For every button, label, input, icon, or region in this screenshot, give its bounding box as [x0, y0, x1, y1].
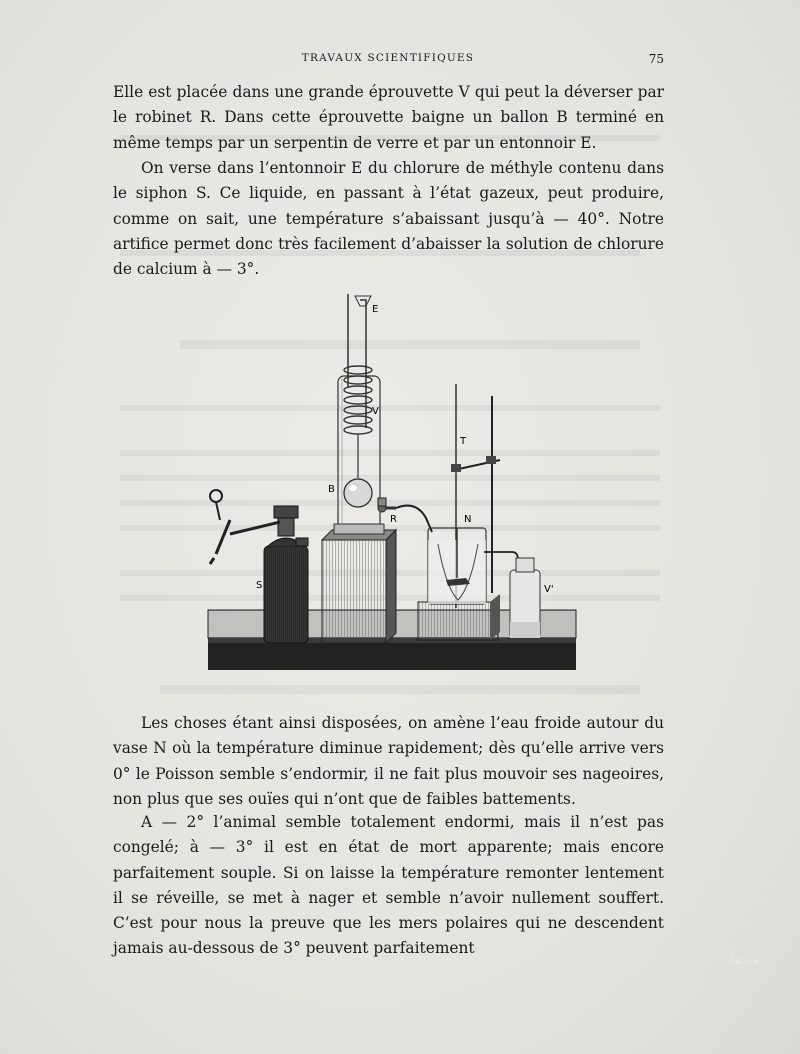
- label-s: S: [256, 580, 263, 591]
- paragraph-1: Elle est placée dans une grande éprouvette V qui peut la déverser par le robinet R. Dans cette éprouvette baigne un ballon B terminé en même temps par un serpentin de verre et par un entonnoir E.: [113, 83, 664, 152]
- label-t: T: [460, 436, 467, 447]
- page-header: [112, 50, 664, 70]
- label-e: E: [372, 304, 379, 315]
- page-number: 75: [648, 52, 664, 66]
- label-v-prime: V': [544, 584, 554, 595]
- eprouvette-v: [334, 376, 384, 534]
- wooden-block: [322, 530, 396, 643]
- engraver-signature: E. OBERLIN: [730, 952, 760, 966]
- label-n: N: [464, 514, 472, 525]
- paragraph-4: A — 2° l’animal semble totalement endormi, mais il n’est pas congelé; à — 3° il est en état de mort apparente; mais encore parfaitement souple. Si on laisse la température remonter lentement il se réveille, se met à nager et semble n’avoir nullement souffert. C’est pour nous la preuve que les mers polaires qui ne descendent jamais au-dessous de 3° peuvent parfaitement: [113, 813, 664, 958]
- running-title: TRAVAUX SCIENTIFIQUES: [301, 52, 475, 64]
- funnel-e: [348, 294, 371, 428]
- apparatus-engraving: [200, 288, 585, 676]
- label-r: R: [390, 514, 397, 525]
- paragraph-3: Les choses étant ainsi disposées, on amène l’eau froide autour du vase N où la température diminue rapidement; dès qu’elle arrive vers 0° le Poisson semble s’endormir, il ne fait plus mouvoir ses nageoires, non plus que ses ouïes qui n’ont que de faibles battements.: [113, 714, 664, 808]
- vase-n: [428, 528, 486, 604]
- paragraph-2: On verse dans l’entonnoir E du chlorure de méthyle contenu dans le siphon S. Ce liquide, en passant à l’état gazeux, peut produire, comme on sait, une température s’abaissant jusqu’à — 40°. Notre artifice permet donc très facilement d’abaisser la solution de chlorure de calcium à — 3°.: [113, 159, 664, 279]
- label-b: B: [328, 484, 335, 495]
- label-v: V: [372, 406, 379, 417]
- robinet-r: [378, 498, 432, 532]
- ballon-b: [344, 434, 372, 507]
